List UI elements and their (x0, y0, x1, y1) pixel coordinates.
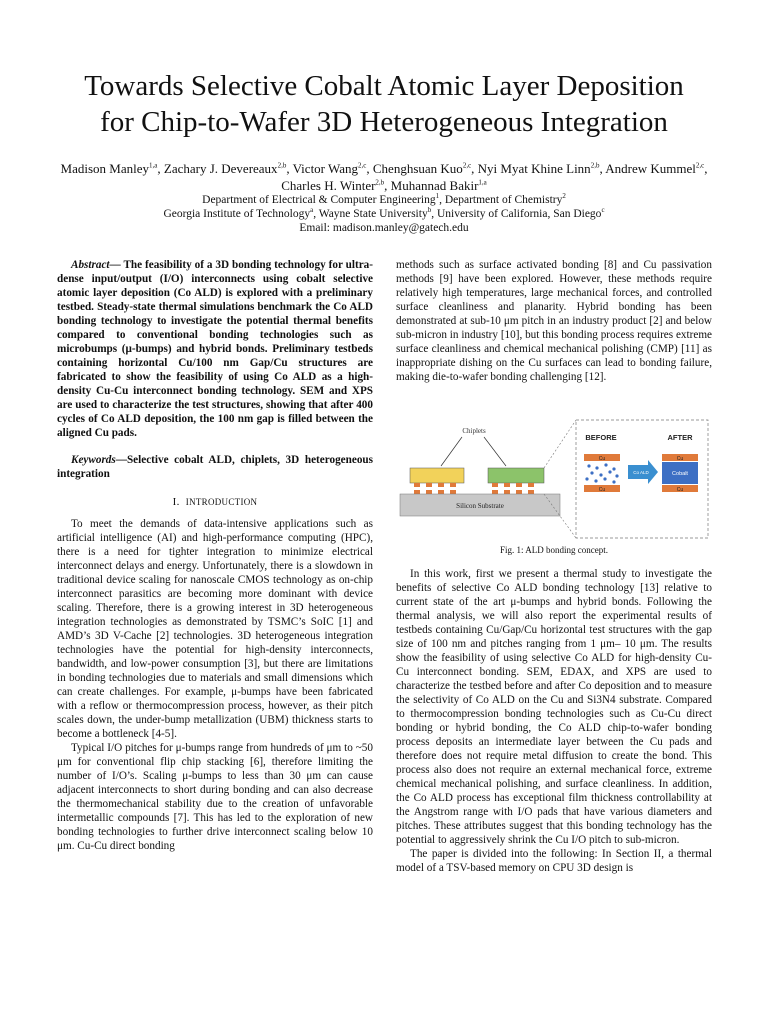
co-dot (612, 467, 615, 470)
author-sup: 1,a (478, 178, 487, 187)
author: , Zachary J. Devereaux (157, 161, 278, 176)
keywords (57, 453, 373, 481)
arrow-label: Co ALD (633, 470, 649, 475)
intro-paragraph-1: To meet the demands of data-intensive applications such as artificial intelligence (AI) and high-performance computing (HPC), there is a need for tighter integration to minimize electrical interconnect delays and energy. Unfortunately, there is a slowdown in traditional device scaling for nanoscale CMOS technology as on-chip interconnect parasitics are becoming more dominant with device scaling. Therefore, there is a growing interest in 3D heterogeneous integration technologies as demonstrated by TSMC’s SoIC [1] and AMD’s 3D V-Cache [2] technologies. 3D heterogeneous integration technologies have the potential for high-density interconnects, bandwidth, and low-power consumption [3], but there are limitations in bonding technologies due to materials and small dimensions which can create challenges. For example, μ-bumps have been fabricated with a reflow or thermocompression process, however, as their pitch scales down, the under-bump metallization (UBM) thickness starts to become a bottleneck [4-5]. (57, 518, 373, 740)
cu-pad (492, 483, 498, 487)
chiplet-pointer-line (441, 437, 462, 466)
section-number: I. (172, 496, 180, 508)
author: , Nyi Myat Khine Linn (471, 161, 591, 176)
author-sup: 2,b (277, 161, 287, 170)
author: Madison Manley (60, 161, 150, 176)
co-dot (594, 479, 597, 482)
co-precursor-dots (585, 463, 618, 483)
cu-pad (492, 490, 498, 494)
author: , Muhannad Bakir (384, 178, 479, 193)
cu-label: Cu (598, 456, 606, 462)
author-list (44, 160, 724, 194)
affiliation-text: , Department of Chemistry (439, 194, 563, 206)
author-sup: 2,c (695, 161, 705, 170)
right-column (396, 258, 712, 875)
zoom-line (544, 420, 576, 468)
cu-label: Cu (676, 487, 684, 493)
author: , Chenghsuan Kuo (366, 161, 463, 176)
before-label: BEFORE (585, 433, 617, 442)
chiplet-pointer-line (484, 437, 506, 466)
cu-pad (516, 483, 522, 487)
co-dot (615, 474, 618, 477)
co-dot (603, 477, 606, 480)
title-line-1: Towards Selective Cobalt Atomic Layer Deposition (84, 70, 684, 102)
right-paragraph-2: In this work, first we present a thermal study to investigate the benefits of selective Co ALD bonding technology [13] relative to current state of the art μ-bumps and hybrid bonds. Following the thermal analysis, we will also report the experimental results of testbeds containing Cu/Gap/Cu horizontal test structures with the gap size of 100 nm and pitches ranging from 1 μm– 10 μm. The results show the feasibility of using selective Co ALD for high-density Cu-Cu interconnect bonding. SEM, EDAX, and XPS are used to characterize the testbed before and after Co deposition and to measure the selectivity of Co ALD on the Cu and Si3N4 substrate. Compared to thermocompression bonding technologies such as Cu-Cu direct bonding or hybrid bonding, the Co ALD chip-to-wafer bonding process deposits an intermediate layer between the Cu pads and therefore does not require metal diffusion to create the bond. This process also does not require an external mechanical force, extreme chemical mechanical polishing, and surface cleanliness. In addition, the Co ALD process has exceptional film thickness controllability at the Angstrom range with I/O pads that have various diameters and pitches. These attributes suggest that this bonding technology has the potential to aggressively shrink the Cu I/O pitch to sub-micron. (396, 568, 712, 846)
cu-pad (504, 490, 510, 494)
cu-label: Cu (676, 456, 684, 462)
ald-bonding-diagram (396, 406, 712, 541)
co-dot (590, 471, 593, 474)
cu-pad (426, 483, 432, 487)
cobalt-label: Cobalt (672, 471, 688, 477)
abstract-text: — The feasibility of a 3D bonding technology for ultra-dense input/output (I/O) interconnects using cobalt selective atomic layer deposition (Co ALD) is explored with a preliminary testbed. Steady-state thermal simulations benchmark the Co ALD bonding technology to investigate the potential thermal benefits compared to conventional bonding technologies such as microbumps (μ-bumps) and hybrid bonds. Preliminary testbeds containing horizontal Cu/100 nm Gap/Cu structures are fabricated to show the feasibility of using Co ALD as a high-density Cu-Cu interconnect bonding technology. SEM and XPS are used to characterize the test structures, showing that after 400 cycles of Co ALD deposition, the 100 nm gap is filled between the aligned Cu pads. (57, 259, 373, 439)
keywords-text: —Selective cobalt ALD, chiplets, 3D heterogeneous integration (57, 454, 373, 480)
contact-email[interactable]: Email: madison.manley@gatech.edu (299, 222, 469, 234)
cu-pad (450, 483, 456, 487)
cu-pad (516, 490, 522, 494)
chiplet-yellow (410, 468, 464, 483)
cu-pads (414, 483, 534, 494)
right-paragraph-1: methods such as surface activated bonding [8] and Cu passivation methods [9] have been explored. However, these methods require relatively high temperatures, large mechanical forces, and controlled surface cleanliness and planarity. Hybrid bonding has been demonstrated at sub-10 μm pitch in an industry product [2] and below sub-micron in industry [10], but this bonding process requires extreme surface cleanliness and chemical mechanical polishing (CMP) [11] as inappropriate dishing on the Cu surfaces can lead to bonding failure, making die-to-wafer bonding challenging [12]. (396, 259, 712, 383)
figure-ald-bonding-concept (396, 406, 712, 541)
cu-pad (450, 490, 456, 494)
author-sup: 2,c (462, 161, 472, 170)
affiliations (44, 193, 724, 235)
abstract-label: Abstract (71, 259, 110, 271)
paper-title (0, 68, 768, 140)
affiliation-sup: 2 (562, 192, 566, 201)
cu-pad (438, 490, 444, 494)
co-dot (587, 464, 590, 467)
author: , Andrew Kummel (599, 161, 696, 176)
cu-label: Cu (598, 487, 606, 493)
affiliation-institutions (44, 207, 724, 221)
cu-pad (528, 490, 534, 494)
author: , Victor Wang (286, 161, 359, 176)
affiliation-text: , University of California, San Diego (431, 208, 602, 220)
title-line-2: for Chip-to-Wafer 3D Heterogeneous Integration (100, 106, 668, 138)
affiliation-sup: c (601, 206, 605, 215)
affiliation-departments (44, 193, 724, 207)
right-paragraph-3: The paper is divided into the following: In Section II, a thermal model of a TSV-based memory on CPU 3D design is (396, 848, 712, 874)
affiliation-text: Georgia Institute of Technology (163, 208, 311, 220)
cu-pad (504, 483, 510, 487)
affiliation-sup: a (310, 206, 314, 215)
cu-pad (528, 483, 534, 487)
chiplets-label: Chiplets (462, 427, 486, 435)
affiliation-text: Department of Electrical & Computer Engineering (202, 194, 436, 206)
co-dot (585, 477, 588, 480)
keywords-label: Keywords (71, 454, 116, 466)
affiliation-text: , Wayne State University (313, 208, 428, 220)
cu-pad (438, 483, 444, 487)
cu-pad (414, 483, 420, 487)
author-sup: 2,b (590, 161, 600, 170)
left-column (57, 258, 373, 853)
author-sup: 1,a (149, 161, 158, 170)
section-title: INTRODUCTION (185, 497, 258, 507)
co-dot (608, 470, 611, 473)
cu-pad (414, 490, 420, 494)
author: , Charles H. Winter (281, 161, 708, 193)
co-dot (604, 463, 607, 466)
co-dot (612, 480, 615, 483)
co-dot (599, 473, 602, 476)
intro-paragraph-2: Typical I/O pitches for μ-bumps range from hundreds of μm to ~50 μm for conventional flip chip stacking [6], therefore limiting the number of I/O’s. Scaling μ-bumps to less than 30 μm can cause adjacent interconnects to short during bonding and can also decrease the thermomechanical stability due to the creation of unfavorable intermetallic compounds [7]. This has led to the exploration of new bonding technologies to further drive interconnect scaling below 10 μm. Cu-Cu direct bonding (57, 742, 373, 852)
substrate-label: Silicon Substrate (456, 502, 504, 510)
affiliation-sup: b (427, 206, 432, 215)
author-sup: 2,c (358, 161, 367, 170)
cu-pad (426, 490, 432, 494)
abstract (57, 258, 373, 440)
chiplet-green (488, 468, 544, 483)
author-sup: 2,b (375, 178, 385, 187)
affiliation-sup: 1 (435, 192, 440, 201)
co-dot (595, 466, 598, 469)
figure-caption: Fig. 1: ALD bonding concept. (500, 545, 608, 555)
section-heading-introduction (57, 495, 373, 509)
after-label: AFTER (667, 433, 693, 442)
